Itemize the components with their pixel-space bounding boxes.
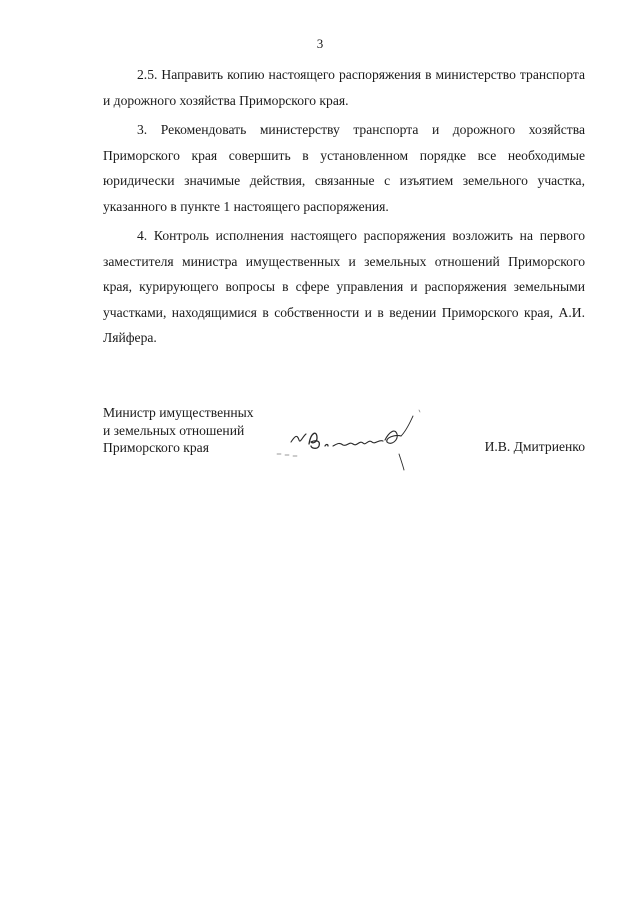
signature-block bbox=[103, 404, 585, 474]
signatory-title-line: Министр имущественных bbox=[103, 405, 254, 420]
signatory-name: И.В. Дмитриенко bbox=[484, 439, 585, 454]
handwritten-signature-icon bbox=[273, 406, 433, 474]
signatory-title-line: и земельных отношений bbox=[103, 422, 245, 438]
paragraph-4: 4. Контроль исполнения настоящего распоряжения возложить на первого заместителя министра имущественных и земельных отношений Приморского края, курирующего вопросы в сфере управления и распоряжения земельными участками, находящимися в собственности и в ведении Приморского края, А.И. Ляйфера. bbox=[103, 228, 585, 345]
document-body bbox=[103, 62, 585, 355]
page-number: 3 bbox=[316, 36, 324, 51]
paragraph-2-5: 2.5. Направить копию настоящего распоряжения в министерство транспорта и дорожного хозяйства Приморского края. bbox=[103, 67, 585, 108]
signatory-title-line: Приморского края bbox=[103, 440, 209, 455]
signatory-title bbox=[103, 404, 254, 457]
paragraph-3: 3. Рекомендовать министерству транспорта и дорожного хозяйства Приморского края совершить в установленном порядке все необходимые юридически значимые действия, связанные с изъятием земельного участка, указанного в пункте 1 настоящего распоряжения. bbox=[103, 122, 585, 214]
